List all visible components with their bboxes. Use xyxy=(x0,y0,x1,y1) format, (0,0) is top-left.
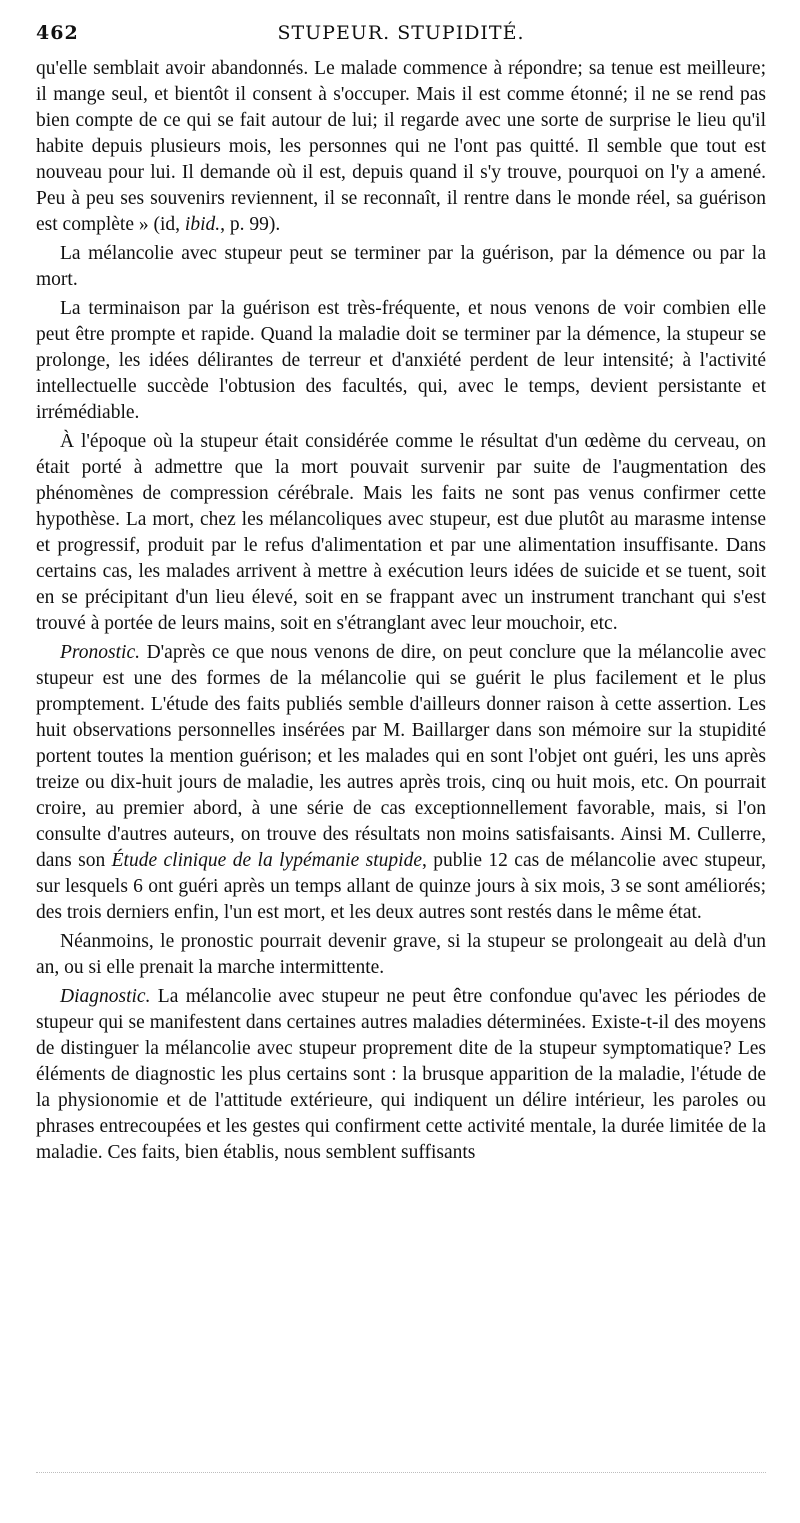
body-text xyxy=(36,56,766,1166)
paragraph-text: D'après ce que nous venons de dire, on peut conclure que la mélancolie avec stupeur est une des formes de la mélancolie qui se guérit le plus facilement et le plus promptement. L'étude des faits publiés semble d'ailleurs donner raison à cette assertion. Les huit observations personnelles insérées par M. Baillarger dans son mémoire sur la stupidité portent toutes la mention guérison; et les malades qui en sont l'objet ont guéri, les uns après treize ou dix-huit jours de maladie, les autres après trois, cinq ou huit mois, etc. On pourrait croire, au premier abord, à une série de cas exceptionnellement favorable, mais, si l'on consulte d'autres auteurs, on trouve des résultats non moins satisfaisants. Ainsi M. Cullerre, dans son xyxy=(36,642,766,871)
paragraph-terminaison xyxy=(36,241,766,293)
paragraph-text-end: , publie 12 cas de mélancolie avec stupeur, sur lesquels 6 ont guéri après un temps allant de quinze jours à six mois, 3 se sont améliorés; des trois derniers enfin, l'un est mort, et les deux autres sont restés dans le même état. xyxy=(36,850,766,923)
page-header xyxy=(36,22,766,56)
italic-title: Étude clinique de la lypémanie stupide xyxy=(111,850,422,871)
italic-reference: ibid. xyxy=(184,214,221,235)
paragraph-text: Néanmoins, le pronostic pourrait devenir grave, si la stupeur se prolongeait au delà d'un an, ou si elle prenait la marche intermittente. xyxy=(36,931,766,978)
paragraph-text: La mélancolie avec stupeur ne peut être confondue qu'avec les périodes de stupeur qui se manifestent dans certaines autres maladies déterminées. Existe-t-il des moyens de distinguer la mélancolie avec stupeur proprement dite de la stupeur symptomatique? Les éléments de diagnostic les plus certains sont : la brusque apparition de la maladie, l'étude de la physionomie et de l'attitude extérieure, qui indiquent un délire intérieur, les paroles ou phrases entrecoupées et les gestes qui confirment cette activité mentale, la durée limitée de la maladie. Ces faits, bien établis, nous semblent suffisants xyxy=(36,986,766,1163)
page-number: 462 xyxy=(36,22,79,44)
bottom-dotted-rule xyxy=(36,1472,766,1473)
paragraph-guerison xyxy=(36,296,766,426)
paragraph-text: La mélancolie avec stupeur peut se terminer par la guérison, par la démence ou par la mort. xyxy=(36,243,766,290)
paragraph-neanmoins xyxy=(36,929,766,981)
paragraph-text-end: , p. 99). xyxy=(220,214,281,235)
paragraph-continuation xyxy=(36,56,766,238)
paragraph-mort xyxy=(36,429,766,637)
paragraph-text: À l'époque où la stupeur était considérée comme le résultat d'un œdème du cerveau, on était porté à admettre que la mort pouvait survenir par suite de l'augmentation des phénomènes de compression cérébrale. Mais les faits ne sont pas venus confirmer cette hypothèse. La mort, chez les mélancoliques avec stupeur, est due plutôt au marasme intense et progressif, produit par le refus d'alimentation et par une alimentation insuffisante. Dans certains cas, les malades arrivent à mettre à exécution leurs idées de suicide et se tuent, soit en se précipitant d'un lieu élevé, soit en se frappant avec un instrument tranchant qui s'est trouvé à portée de leurs mains, soit en s'étranglant avec leur mouchoir, etc. xyxy=(36,431,766,634)
paragraph-diagnostic xyxy=(36,984,766,1166)
paragraph-text: qu'elle semblait avoir abandonnés. Le malade commence à répondre; sa tenue est meilleure; il mange seul, et bientôt il consent à s'occuper. Mais il est comme étonné; il ne se rend pas bien compte de ce qui se fait autour de lui; il regarde avec une sorte de surprise le lieu qu'il habite depuis plusieurs mois, les personnes qui ne l'ont pas quitté. Il semble que tout est nouveau pour lui. Il demande où il est, depuis quand il s'y trouve, pourquoi on l'y a amené. Peu à peu ses souvenirs reviennent, il se reconnaît, il rentre dans le monde réel, sa guérison est complète » (id, xyxy=(36,58,766,235)
section-heading-pronostic: Pronostic. xyxy=(60,642,140,663)
paragraph-pronostic xyxy=(36,640,766,926)
paragraph-text: La terminaison par la guérison est très-fréquente, et nous venons de voir combien elle peut être prompte et rapide. Quand la maladie doit se terminer par la démence, la stupeur se prolonge, les idées délirantes de terreur et d'anxiété perdent de leur intensité; à l'activité intellectuelle succède l'obtusion des facultés, qui, avec le temps, devient persistante et irrémédiable. xyxy=(36,298,766,423)
running-title: STUPEUR. STUPIDITÉ. xyxy=(277,22,525,44)
section-heading-diagnostic: Diagnostic. xyxy=(60,986,151,1007)
book-page xyxy=(36,22,766,1492)
